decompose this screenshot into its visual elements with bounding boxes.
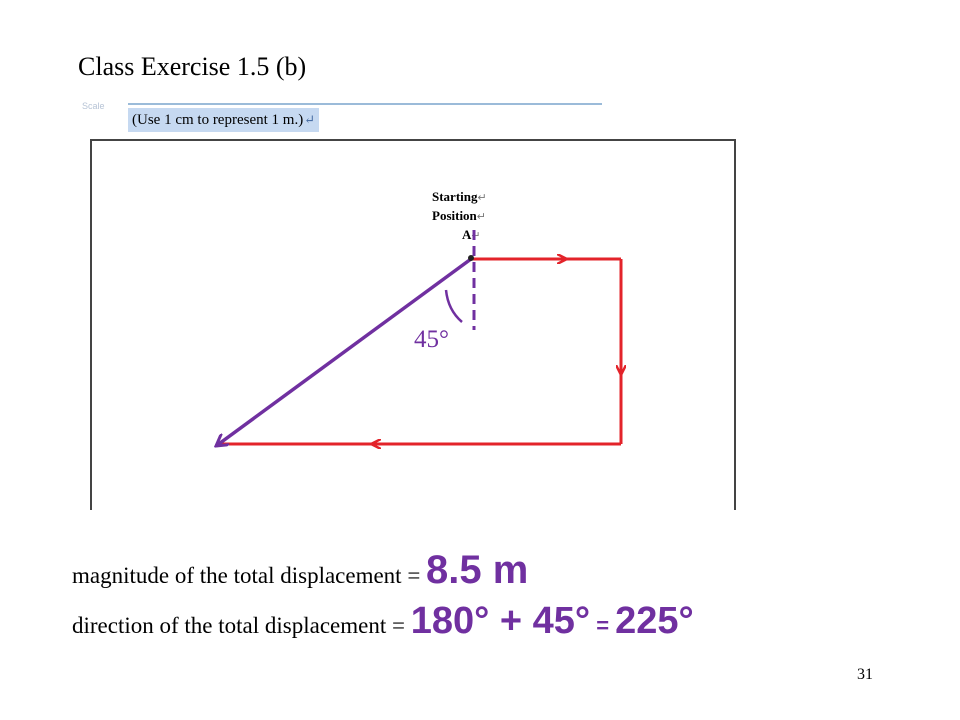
- direction-result: 225°: [615, 600, 694, 642]
- return-mark: ↵: [476, 211, 487, 223]
- page-number: 31: [857, 666, 873, 683]
- direction-expression: 180° + 45°: [410, 600, 591, 642]
- direction-line: [72, 600, 694, 643]
- direction-label: direction of the total displacement =: [72, 613, 411, 638]
- return-mark: ↵: [304, 112, 316, 127]
- slide-title: Class Exercise 1.5 (b): [78, 52, 307, 81]
- magnitude-value: 8.5 m: [426, 548, 529, 592]
- instruction-faint-text: Scale: [82, 101, 105, 111]
- return-mark: ↵: [477, 192, 487, 204]
- start-label-line-3: A: [462, 227, 472, 242]
- start-label-line-2: Position: [432, 208, 477, 223]
- angle-arc: [446, 290, 462, 322]
- starting-point-dot: [468, 255, 474, 261]
- start-label-line-1: Starting: [432, 189, 478, 204]
- magnitude-line: [72, 548, 528, 593]
- instruction-text: (Use 1 cm to represent 1 m.): [132, 112, 304, 128]
- magnitude-label: magnitude of the total displacement =: [72, 563, 427, 588]
- direction-equals: =: [590, 613, 616, 638]
- return-mark: ↵: [471, 230, 481, 242]
- angle-label: 45°: [414, 326, 449, 353]
